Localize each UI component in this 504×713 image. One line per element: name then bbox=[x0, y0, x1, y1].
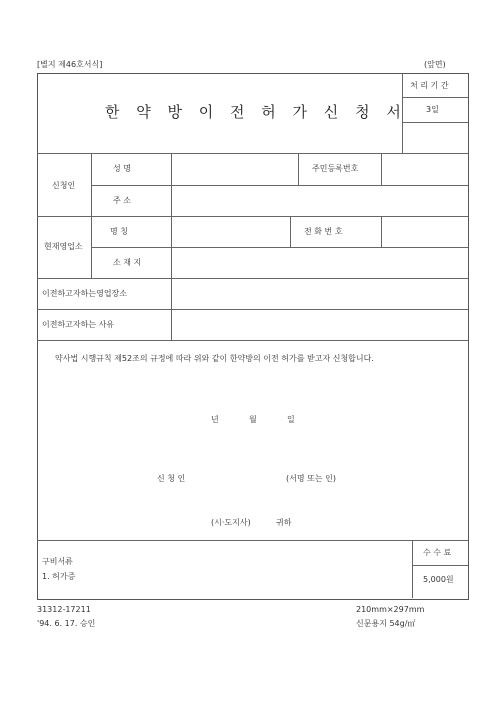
processing-period-value: 3일 bbox=[426, 105, 439, 114]
applicant-name-label: 성 명 bbox=[113, 164, 131, 173]
applicant-rrn-label: 주민등록번호 bbox=[312, 164, 359, 173]
divider bbox=[402, 97, 468, 98]
required-document-item: 1. 허가증 bbox=[42, 572, 76, 581]
divider bbox=[91, 153, 92, 278]
relocation-reason-field[interactable] bbox=[172, 310, 467, 339]
page-side-label: (앞면) bbox=[424, 60, 446, 69]
date-day: 일 bbox=[287, 415, 295, 424]
fee-label: 수 수 료 bbox=[423, 548, 452, 557]
application-statement: 약사법 시행규칙 제52조의 규정에 따라 위와 같이 한약방의 이전 허가를 받고자 신청합니다. bbox=[55, 354, 374, 363]
divider bbox=[412, 540, 413, 598]
business-name-field[interactable] bbox=[172, 217, 289, 246]
divider bbox=[402, 73, 403, 153]
divider bbox=[290, 216, 291, 247]
form-number: [별지 제46호서식] bbox=[37, 60, 103, 69]
paper-type: 신문용지 54g/㎡ bbox=[356, 619, 416, 628]
form-code: 31312-17211 bbox=[37, 605, 91, 614]
divider bbox=[412, 565, 468, 566]
applicant-group-label: 신청인 bbox=[52, 181, 76, 190]
fee-value: 5,000원 bbox=[423, 575, 454, 584]
business-phone-label: 전 화 번 호 bbox=[304, 227, 343, 236]
signature-label: 신 청 인 bbox=[157, 474, 186, 483]
date-year: 년 bbox=[211, 415, 219, 424]
applicant-address-label: 주 소 bbox=[113, 196, 131, 205]
addressee-honorific: 귀하 bbox=[276, 518, 292, 527]
approval-date: '94. 6. 17. 승인 bbox=[37, 619, 96, 628]
divider bbox=[37, 540, 468, 541]
required-documents-title: 구비서류 bbox=[42, 557, 73, 566]
applicant-address-field[interactable] bbox=[172, 186, 467, 215]
addressee-office: (시·도지사) bbox=[211, 518, 251, 527]
applicant-name-field[interactable] bbox=[172, 154, 297, 184]
relocation-reason-label: 이전하고자하는 사유 bbox=[42, 320, 115, 329]
date-month: 월 bbox=[249, 415, 257, 424]
paper-size: 210mm×297mm bbox=[356, 605, 425, 614]
business-phone-field[interactable] bbox=[382, 217, 467, 246]
signature-note: (서명 또는 인) bbox=[286, 474, 336, 483]
processing-period-label: 처 리 기 간 bbox=[410, 81, 449, 90]
business-location-field[interactable] bbox=[172, 248, 467, 277]
form-title: 한 약 방 이 전 허 가 신 청 서 bbox=[105, 103, 407, 121]
relocation-site-field[interactable] bbox=[172, 279, 467, 308]
relocation-site-label: 이전하고자하는영업장소 bbox=[42, 289, 128, 298]
business-name-label: 명 칭 bbox=[110, 227, 128, 236]
divider bbox=[298, 153, 299, 185]
divider bbox=[402, 122, 468, 123]
current-business-group-label: 현재영업소 bbox=[44, 242, 83, 251]
applicant-rrn-field[interactable] bbox=[382, 154, 467, 184]
business-location-label: 소 재 지 bbox=[113, 258, 142, 267]
divider bbox=[37, 340, 468, 341]
